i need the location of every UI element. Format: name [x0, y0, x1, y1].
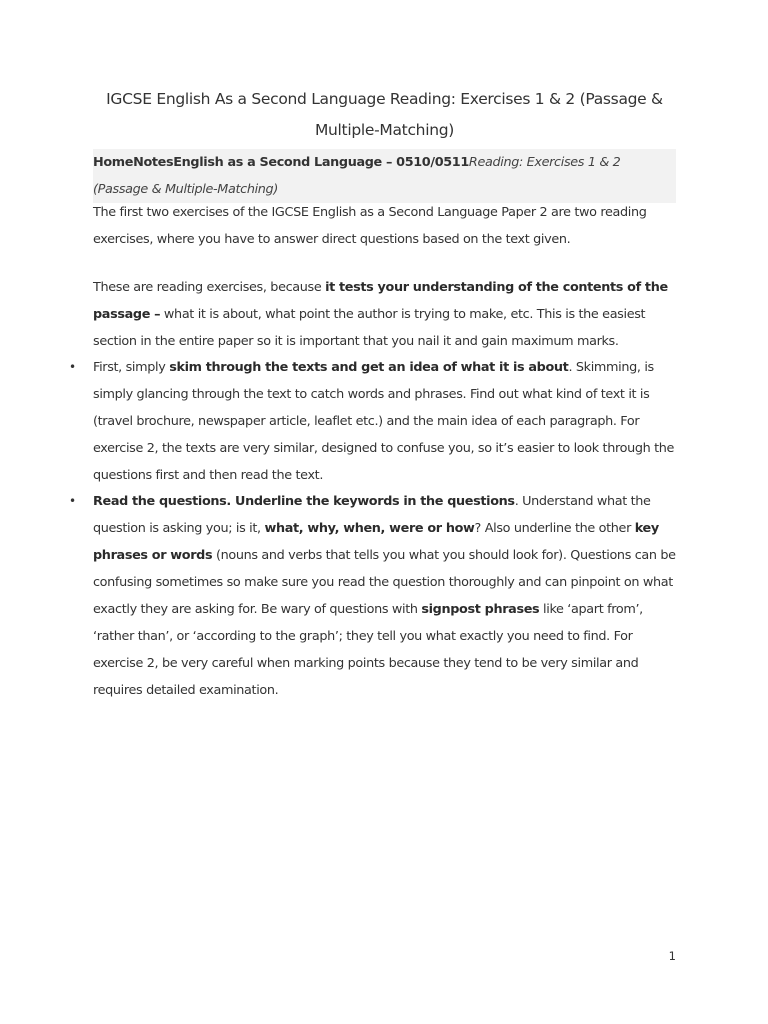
- text-run: like ‘apart from’, ‘rather than’, or ‘according to the graph’; they tell you what exactly you need to find. For exercise 2, be very careful when marking points because they tend to be very similar and requires detailed examination.: [93, 602, 643, 698]
- text-run: ? Also underline the other: [474, 521, 635, 536]
- text-run: . Skimming, is simply glancing through the text to catch words and phrases. Find out what kind of text it is (travel brochure, newspaper article, leaflet etc.) and the main idea of each paragraph. For exercise 2, the texts are very similar, designed to confuse you, so it’s easier to look through the questions first and then read the text.: [93, 360, 675, 483]
- breadcrumb: [93, 149, 676, 203]
- list-item-read-questions: [69, 488, 676, 704]
- text-run: what it is about, what point the author is trying to make, etc. This is the easiest section in the entire paper so it is important that you nail it and gain maximum marks.: [93, 307, 646, 349]
- emphasis-run: it tests your understanding of the contents of the passage –: [93, 280, 668, 322]
- emphasis-run: skim through the texts and get an idea of what it is about: [169, 360, 569, 375]
- text-run: (nouns and verbs that tells you what you should look for). Questions can be confusing sometimes so make sure you read the question thoroughly and can pinpoint on what exactly they are asking for. Be wary of questions with: [93, 548, 676, 617]
- breadcrumb-path: HomeNotesEnglish as a Second Language – 0510/0511: [93, 155, 469, 170]
- text-run: . Understand what the question is asking you; is it,: [93, 494, 651, 536]
- text-run: First, simply: [93, 360, 170, 375]
- intro-paragraph: The first two exercises of the IGCSE English as a Second Language Paper 2 are two reading exercises, where you have to answer direct questions based on the text given.: [93, 205, 647, 247]
- emphasis-run: signpost phrases: [421, 602, 540, 617]
- breadcrumb-current-page: Reading: Exercises 1 & 2 (Passage & Multiple-Matching): [93, 155, 621, 197]
- document-title: IGCSE English As a Second Language Reading: Exercises 1 & 2 (Passage & Multiple-Matching): [106, 90, 663, 139]
- bullet-icon: •: [69, 494, 76, 508]
- text-run: These are reading exercises, because: [93, 280, 326, 295]
- reading-exercises-paragraph: [93, 274, 676, 355]
- list-item-skim: [69, 354, 676, 489]
- emphasis-run: key phrases or words: [93, 521, 659, 563]
- bullet-icon: •: [69, 360, 76, 374]
- page-number: 1: [668, 949, 676, 963]
- emphasis-run: Read the questions. Underline the keywords in the questions: [93, 494, 515, 509]
- emphasis-run: what, why, when, were or how: [264, 521, 475, 536]
